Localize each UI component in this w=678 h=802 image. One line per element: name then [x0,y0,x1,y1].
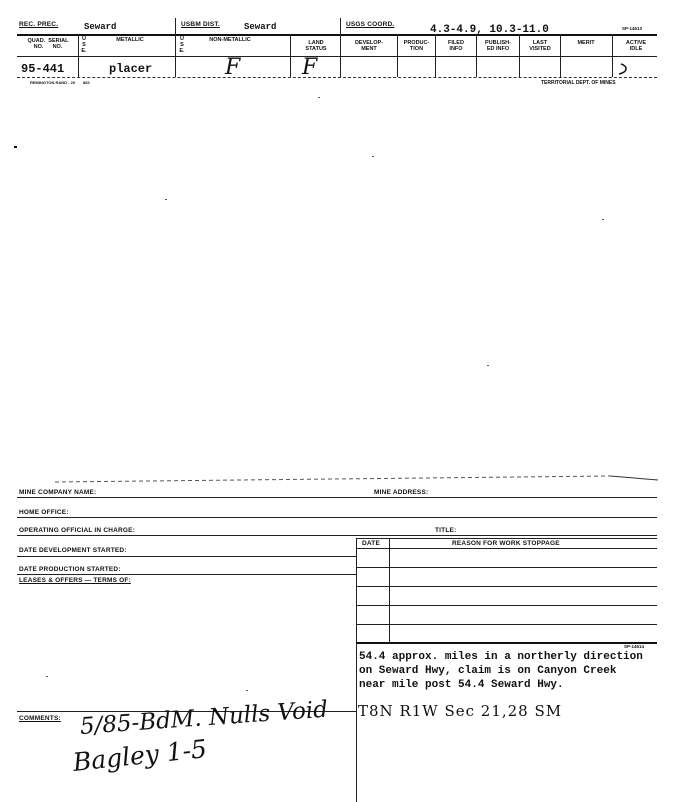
stoppage-row-3 [356,605,657,606]
operating-official-label: OPERATING OFFICIAL IN CHARGE: [19,527,136,534]
divider-4 [290,34,291,77]
divider-2 [340,18,341,77]
divider-10 [612,34,613,77]
comments-handwriting-2: Bagley 1-5 [71,734,209,777]
prod-rule [17,574,356,575]
active-idle-mark [616,62,636,76]
speck-5 [372,156,374,157]
header-rule-bottom [17,77,657,78]
mine-address-label: MINE ADDRESS: [374,489,429,496]
row-rule-1 [17,497,657,498]
col-land-status: LAND STATUS [305,40,327,52]
location-line-1: 54.4 approx. miles in a northerly direction [359,651,643,663]
usgs-coord-label: USGS COORD. [346,21,395,28]
speck-8 [246,690,248,691]
comments-label: COMMENTS: [19,715,61,722]
mine-company-label: MINE COMPANY NAME: [19,489,97,496]
rec-prec-label: REC. PREC. [19,21,59,28]
comments-handwriting-1: 5/85-BdM. Nulls Void [79,696,329,740]
col-published-info: PUBLISH- ED INFO [485,40,511,52]
reason-label: REASON FOR WORK STOPPAGE [452,540,560,547]
serial-value: 95-441 [21,62,65,76]
col-last-visited: LAST VISITED [529,40,551,52]
col-development: DEVELOP- MENT [354,40,384,52]
divider-5 [397,34,398,77]
col-merit: MERIT [577,40,595,46]
stoppage-top-rule [356,538,657,539]
col-production: PRODUC- TION [403,40,430,52]
col-filed-info: FILED INFO [448,40,464,52]
speck-2 [165,199,167,200]
col-quad-serial: QUAD. SERIAL NO. NO. [27,38,69,50]
speck-7 [46,676,48,677]
usgs-coord-value: 4.3-4.9, 10.3-11.0 [430,24,549,36]
col-nonmetallic: NON-METALLIC [209,37,251,43]
stoppage-header-rule [356,548,657,549]
rec-prec-value: Seward [84,22,117,32]
dev-started-label: DATE DEVELOPMENT STARTED: [19,547,127,554]
divider-9 [560,34,561,77]
prod-started-label: DATE PRODUCTION STARTED: [19,566,121,573]
card-edge [0,470,678,490]
col-active-idle: ACTIVE IDLE [625,40,647,52]
stoppage-row-2 [356,586,657,587]
divider-3 [78,34,79,77]
usbm-dist-value: Seward [244,22,277,32]
speck-3 [487,365,489,366]
row-rule-3 [17,535,657,536]
title-label: TITLE: [435,527,457,534]
leases-label: LEASES & OFFERS — TERMS OF: [19,577,131,584]
header-rule-mid [17,56,657,57]
col-metallic: METALLIC [116,37,144,43]
date-col-vline [389,538,390,642]
stoppage-row-5 [356,642,657,644]
front-footer-right: TERRITORIAL DEPT. OF MINES [541,80,616,86]
date-label: DATE [362,540,381,547]
divider-7 [476,34,477,77]
right-block-vline [356,538,357,802]
back-form-number: SP-14614 [624,644,645,649]
speck-1 [14,146,17,148]
row-rule-2 [17,517,657,518]
speck-6 [602,219,604,220]
stoppage-row-1 [356,567,657,568]
home-office-label: HOME OFFICE: [19,509,69,516]
front-footer-code: 882 [83,80,90,85]
usbm-dist-label: USBM DIST. [181,21,220,28]
dev-rule [17,556,356,557]
nonmetallic-value: F [225,55,241,80]
front-footer-left: REMINGTON RAND - 20 [30,80,76,85]
stoppage-row-4 [356,624,657,625]
speck-4 [318,97,320,98]
location-line-3: near mile post 54.4 Seward Hwy. [359,679,564,691]
header-rule-top [17,34,657,36]
divider-6 [435,34,436,77]
metallic-value: placer [109,62,153,76]
township-handwriting: T8N R1W Sec 21,28 SM [358,702,563,720]
col-us-nonmetallic: U S E. [179,36,185,54]
location-line-2: on Seward Hwy, claim is on Canyon Creek [359,665,617,677]
land-status-value: F [302,55,318,80]
divider-8 [519,34,520,77]
divider-1 [175,18,176,77]
col-us-metallic: U S E. [81,36,87,54]
front-form-number: SP-14613 [622,26,643,31]
